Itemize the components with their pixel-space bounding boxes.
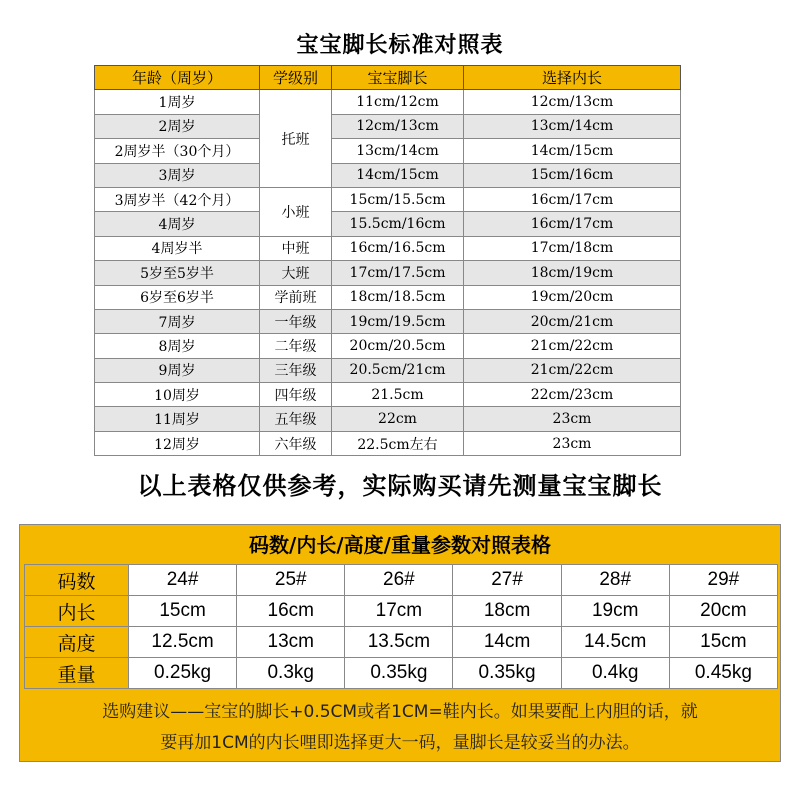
level-cell: 大班 xyxy=(260,261,332,285)
age-cell: 3周岁半（42个月） xyxy=(95,187,260,211)
weight-cell: 0.35kg xyxy=(345,658,453,689)
table-row xyxy=(95,90,681,114)
height-cell: 14cm xyxy=(453,627,561,658)
reference-note: 以上表格仅供参考，实际购买请先测量宝宝脚长 xyxy=(137,472,663,500)
level-cell: 中班 xyxy=(260,236,332,260)
age-cell: 7周岁 xyxy=(95,309,260,333)
table-row xyxy=(95,212,681,236)
table-row xyxy=(95,114,681,138)
foot-cell: 20.5cm/21cm xyxy=(332,358,464,382)
level-cell: 一年级 xyxy=(260,309,332,333)
age-cell: 2周岁半（30个月） xyxy=(95,139,260,163)
size-cell: 24# xyxy=(129,565,237,596)
inner-cell: 15cm/16cm xyxy=(464,163,681,187)
weight-cell: 0.4kg xyxy=(561,658,669,689)
inner-length-cell: 16cm xyxy=(237,596,345,627)
inner-length-cell: 18cm xyxy=(453,596,561,627)
header-foot-length: 宝宝脚长 xyxy=(332,66,464,90)
foot-cell: 20cm/20.5cm xyxy=(332,334,464,358)
inner-length-cell: 15cm xyxy=(129,596,237,627)
size-cell: 28# xyxy=(561,565,669,596)
weight-cell: 0.3kg xyxy=(237,658,345,689)
age-cell: 5岁至5岁半 xyxy=(95,261,260,285)
advice-line: 选购建议——宝宝的脚长+0.5CM或者1CM=鞋内长。如果要配上内胆的话，就 xyxy=(102,702,698,722)
age-cell: 11周岁 xyxy=(95,407,260,431)
table-row xyxy=(95,187,681,211)
foot-cell: 17cm/17.5cm xyxy=(332,261,464,285)
table-row xyxy=(95,163,681,187)
foot-cell: 15cm/15.5cm xyxy=(332,187,464,211)
inner-cell: 17cm/18cm xyxy=(464,236,681,260)
age-cell: 1周岁 xyxy=(95,90,260,114)
age-cell: 9周岁 xyxy=(95,358,260,382)
foot-cell: 11cm/12cm xyxy=(332,90,464,114)
foot-cell: 18cm/18.5cm xyxy=(332,285,464,309)
inner-cell: 22cm/23cm xyxy=(464,383,681,407)
age-cell: 3周岁 xyxy=(95,163,260,187)
row-label-size: 码数 xyxy=(25,565,129,596)
inner-length-cell: 20cm xyxy=(669,596,777,627)
size-parameter-panel xyxy=(19,524,781,762)
inner-cell: 21cm/22cm xyxy=(464,358,681,382)
table-row xyxy=(95,431,681,455)
foot-length-table xyxy=(94,65,681,456)
inner-length-cell: 19cm xyxy=(561,596,669,627)
level-cell: 四年级 xyxy=(260,383,332,407)
page-title: 宝宝脚长标准对照表 xyxy=(296,33,504,58)
height-cell: 13cm xyxy=(237,627,345,658)
inner-cell: 21cm/22cm xyxy=(464,334,681,358)
purchase-advice xyxy=(20,697,780,759)
table-row xyxy=(95,407,681,431)
inner-cell: 18cm/19cm xyxy=(464,261,681,285)
level-cell: 六年级 xyxy=(260,431,332,455)
inner-cell: 16cm/17cm xyxy=(464,212,681,236)
height-cell: 13.5cm xyxy=(345,627,453,658)
foot-cell: 16cm/16.5cm xyxy=(332,236,464,260)
table-row xyxy=(95,383,681,407)
level-cell: 五年级 xyxy=(260,407,332,431)
level-cell-xiaoban: 小班 xyxy=(260,187,332,236)
header-inner-length: 选择内长 xyxy=(464,66,681,90)
weight-cell: 0.45kg xyxy=(669,658,777,689)
table-row xyxy=(95,139,681,163)
inner-length-cell: 17cm xyxy=(345,596,453,627)
inner-cell: 14cm/15cm xyxy=(464,139,681,163)
foot-cell: 12cm/13cm xyxy=(332,114,464,138)
foot-cell: 22.5cm左右 xyxy=(332,431,464,455)
table-row xyxy=(95,261,681,285)
foot-cell: 22cm xyxy=(332,407,464,431)
row-label-height: 高度 xyxy=(25,627,129,658)
foot-cell: 15.5cm/16cm xyxy=(332,212,464,236)
level-cell: 学前班 xyxy=(260,285,332,309)
inner-cell: 13cm/14cm xyxy=(464,114,681,138)
table-row xyxy=(25,627,778,658)
table-row xyxy=(95,236,681,260)
advice-line: 要再加1CM的内长哩即选择更大一码，量脚长是较妥当的办法。 xyxy=(160,733,640,753)
weight-cell: 0.25kg xyxy=(129,658,237,689)
size-table-title: 码数/内长/高度/重量参数对照表格 xyxy=(249,533,551,557)
size-cell: 29# xyxy=(669,565,777,596)
size-parameter-table xyxy=(24,564,778,689)
table-row xyxy=(95,334,681,358)
size-cell: 26# xyxy=(345,565,453,596)
table-row xyxy=(95,358,681,382)
foot-cell: 21.5cm xyxy=(332,383,464,407)
table-header-row xyxy=(95,66,681,90)
weight-cell: 0.35kg xyxy=(453,658,561,689)
age-cell: 8周岁 xyxy=(95,334,260,358)
age-cell: 2周岁 xyxy=(95,114,260,138)
level-cell: 三年级 xyxy=(260,358,332,382)
age-cell: 4周岁半 xyxy=(95,236,260,260)
age-cell: 6岁至6岁半 xyxy=(95,285,260,309)
inner-cell: 23cm xyxy=(464,407,681,431)
age-cell: 4周岁 xyxy=(95,212,260,236)
level-cell-tuoban: 托班 xyxy=(260,90,332,188)
size-cell: 25# xyxy=(237,565,345,596)
row-label-inner-length: 内长 xyxy=(25,596,129,627)
header-level: 学级别 xyxy=(260,66,332,90)
header-age: 年龄（周岁） xyxy=(95,66,260,90)
height-cell: 15cm xyxy=(669,627,777,658)
size-cell: 27# xyxy=(453,565,561,596)
height-cell: 12.5cm xyxy=(129,627,237,658)
inner-cell: 19cm/20cm xyxy=(464,285,681,309)
inner-cell: 23cm xyxy=(464,431,681,455)
foot-cell: 13cm/14cm xyxy=(332,139,464,163)
row-label-weight: 重量 xyxy=(25,658,129,689)
foot-cell: 19cm/19.5cm xyxy=(332,309,464,333)
inner-cell: 20cm/21cm xyxy=(464,309,681,333)
foot-cell: 14cm/15cm xyxy=(332,163,464,187)
table-row xyxy=(95,309,681,333)
table-row xyxy=(95,285,681,309)
inner-cell: 16cm/17cm xyxy=(464,187,681,211)
age-cell: 12周岁 xyxy=(95,431,260,455)
inner-cell: 12cm/13cm xyxy=(464,90,681,114)
table-row xyxy=(25,658,778,689)
age-cell: 10周岁 xyxy=(95,383,260,407)
table-row xyxy=(25,565,778,596)
height-cell: 14.5cm xyxy=(561,627,669,658)
level-cell: 二年级 xyxy=(260,334,332,358)
table-row xyxy=(25,596,778,627)
